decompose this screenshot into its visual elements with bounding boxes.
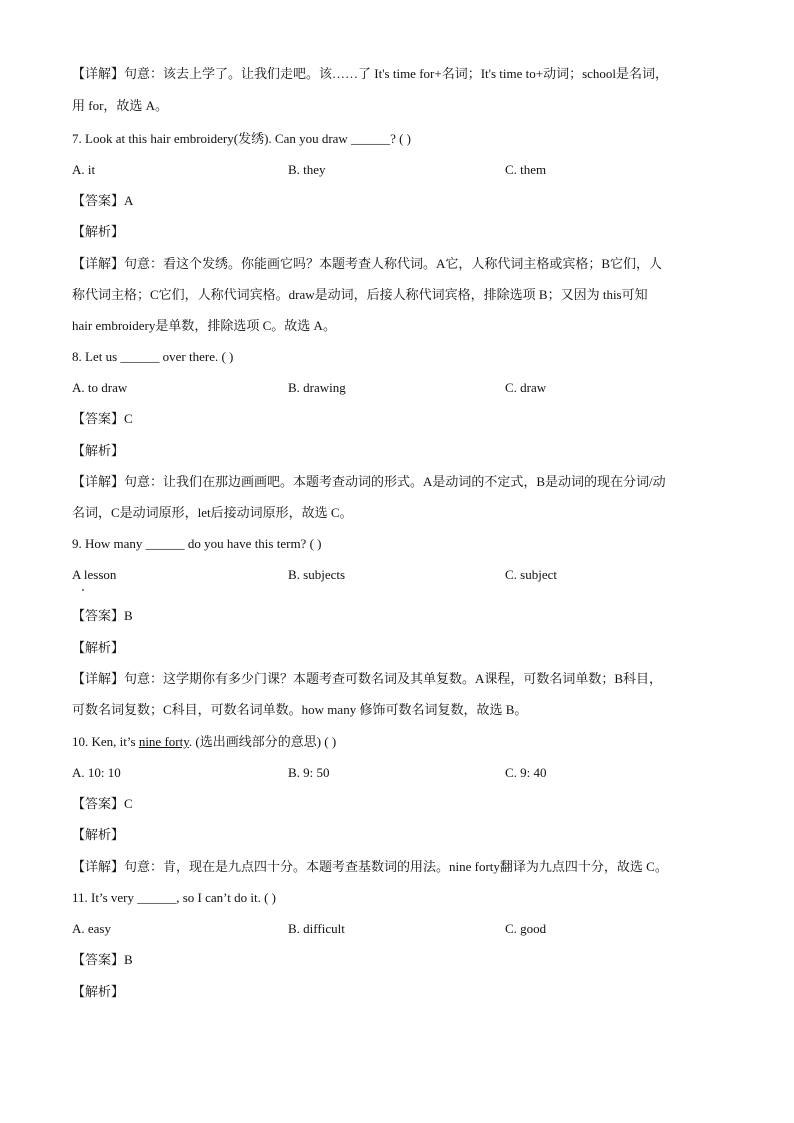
option-a: A. it [72,162,96,177]
option-b: B. 9: 50 [288,765,330,780]
explanation-line: 【详解】句意：让我们在那边画画吧。本题考查动词的形式。A是动词的不定式，B是动词的现在分词/动 [72,474,666,489]
question-text: 10. Ken, it’s [72,734,139,749]
question-8: 8. Let us ______ over there. ( ) [72,349,234,364]
explanation-line: 【详解】句意：肯，现在是九点四十分。本题考查基数词的用法。nine forty翻译为九点四十分，故选 C。 [72,859,668,874]
question-7: 7. Look at this hair embroidery(发绣). Can you draw ______? ( ) [72,131,412,146]
answer-label: 【答案】C [72,796,133,811]
explanation-line: 可数名词复数；C科目，可数名词单数。how many 修饰可数名词复数，故选 B。 [72,702,528,717]
option-b: B. they [288,162,326,177]
explanation-line: 【详解】句意：这学期你有多少门课？本题考查可数名词及其单复数。A课程，可数名词单数；B科目， [72,671,663,686]
explanation-line: 【详解】句意：看这个发绣。你能画它吗？本题考查人称代词。A它，人称代词主格或宾格；B它们，人 [72,256,663,271]
explanation-line: 名词，C是动词原形，let后接动词原形，故选 C。 [72,505,353,520]
option-a: A lesson [72,567,117,582]
option-b: B. drawing [288,380,346,395]
option-a: A. 10: 10 [72,765,121,780]
option-b: B. difficult [288,921,345,936]
question-10 [72,732,336,752]
option-b: B. subjects [288,567,346,582]
answer-label: 【答案】C [72,411,133,426]
explanation-line: 【详解】句意：该去上学了。让我们走吧。该……了 It's time for+名词；It's time to+动词；school是名词， [72,66,669,81]
question-text: . (选出画线部分的意思) ( ) [188,734,337,749]
stray-dot [82,589,84,591]
explanation-line: 称代词主格；C它们，人称代词宾格。draw是动词，后接人称代词宾格，排除选项 B；又因为 this可知 [72,287,648,302]
analysis-label: 【解析】 [72,984,125,999]
analysis-label: 【解析】 [72,224,125,239]
answer-label: 【答案】B [72,952,133,967]
option-c: C. good [505,921,547,936]
question-9: 9. How many ______ do you have this term? ( ) [72,536,322,551]
option-c: C. them [505,162,547,177]
explanation-line: hair embroidery是单数，排除选项 C。故选 A。 [72,318,336,333]
answer-label: 【答案】B [72,608,133,623]
question-11: 11. It’s very ______, so I can’t do it. ( ) [72,890,276,905]
option-c: C. draw [505,380,547,395]
option-c: C. 9: 40 [505,765,547,780]
analysis-label: 【解析】 [72,443,125,458]
answer-label: 【答案】A [72,193,134,208]
option-a: A. easy [72,921,111,936]
analysis-label: 【解析】 [72,640,125,655]
option-c: C. subject [505,567,557,582]
analysis-label: 【解析】 [72,827,125,842]
explanation-line: 用 for，故选 A。 [72,98,169,113]
option-a: A. to draw [72,380,128,395]
underlined-phrase: nine forty [138,734,189,749]
